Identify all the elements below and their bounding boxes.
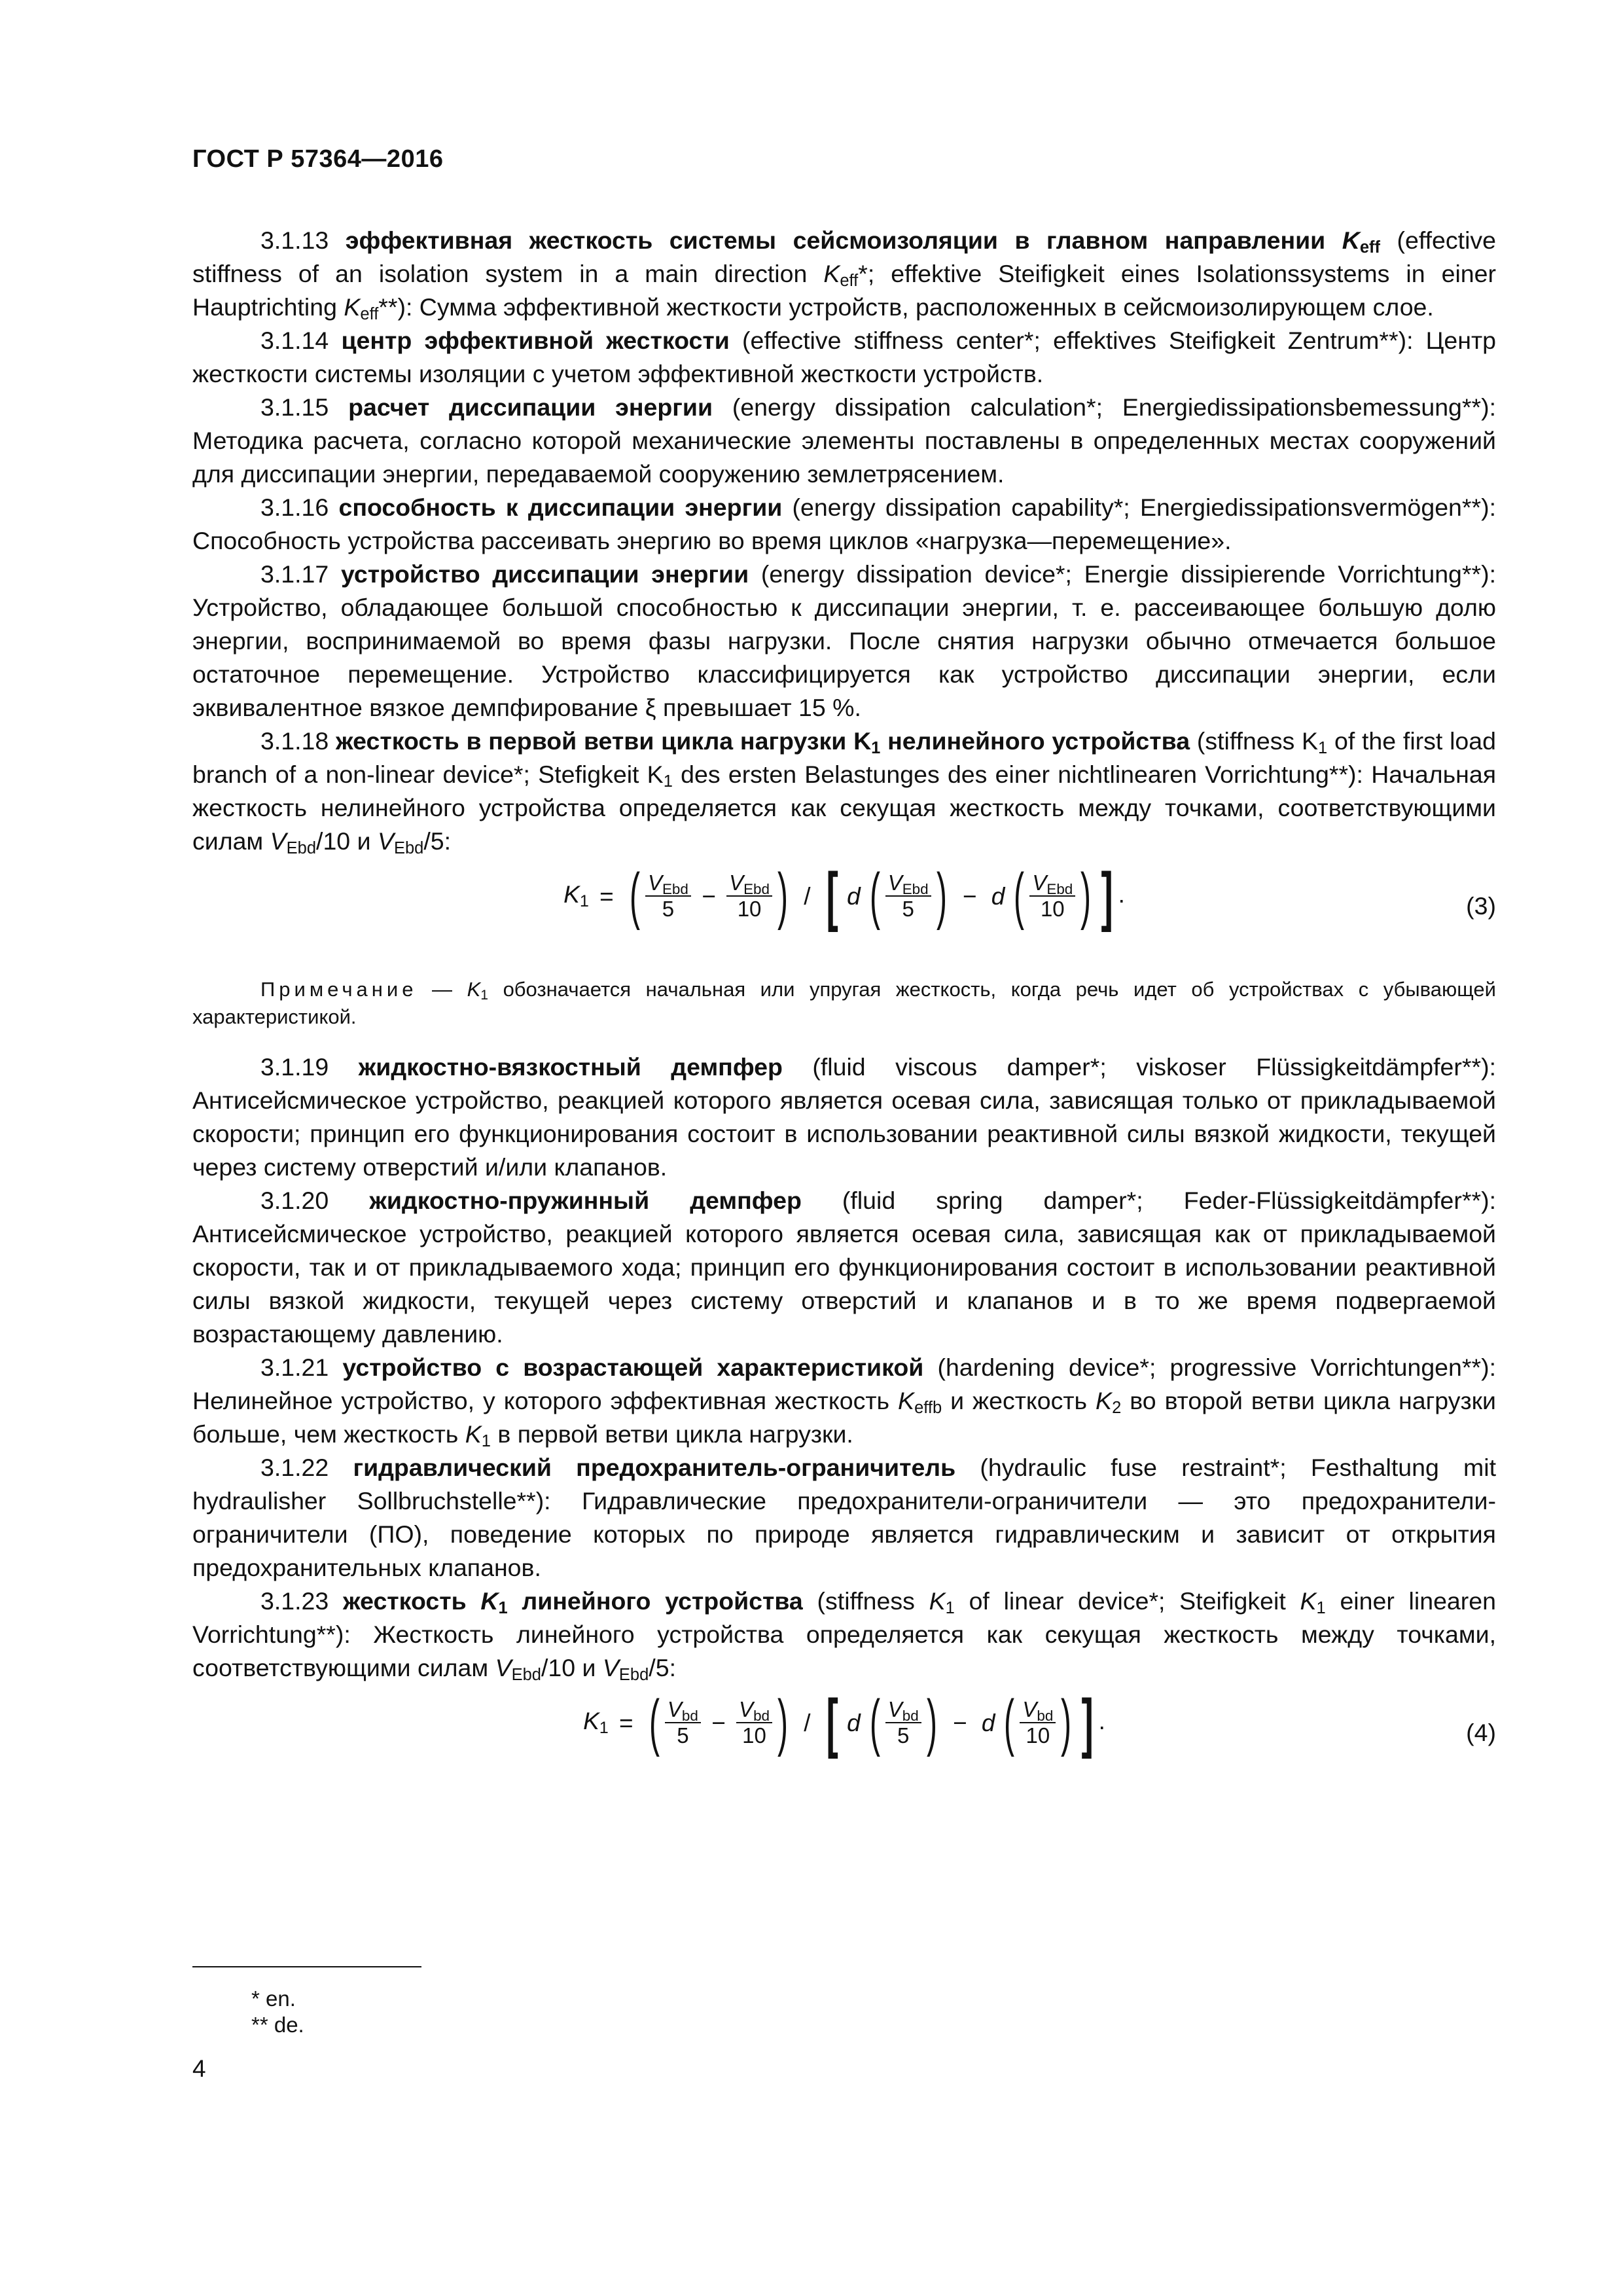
formula-number-4: (4) bbox=[1466, 1719, 1496, 1746]
term-3-1-21: 3.1.21 устройство с возрастающей характеристикой (hardening device*; progressive Vorrichtungen**): Нелинейное устройство, у которого эффективная жесткость $K_{effb}$ и жесткость $K_2$ во второй ветви цикла нагрузки больше, чем жесткость $K_1$ в первой ветви цикла нагрузки. bbox=[192, 1354, 1496, 1451]
term-3-1-15: 3.1.15 расчет диссипации энергии (energy dissipation calculation*; Energiedissipationsbemessung**): Методика расчета, согласно которой механические элементы поставлены в определенных местах сооружений для диссипации энергии, передаваемой сооружению землетрясением. bbox=[192, 393, 1496, 488]
term-3-1-23: 3.1.23 жесткость $K_1$ линейного устройства (stiffness $K_1$ of linear device*; Steifigkeit $K_1$ einer linearen Vorrichtung**): Жесткость линейного устройства определяется как секущая жесткость между точками, соответствующими силам $V_{Ebd}/10$ и $V_{Ebd}/5$: bbox=[192, 1587, 1496, 1685]
footnote-de: ** de. bbox=[251, 2013, 304, 2037]
formula-number-3: (3) bbox=[1466, 892, 1496, 920]
term-3-1-13: 3.1.13 эффективная жесткость системы сейсмоизоляции в главном направлении $K_{eff}$ (effective stiffness of an isolation system in a main direction $K_{eff}*$; effektive Steifigkeit eines Isolationssystems in einer Hauptrichting $K_{eff}**$): Сумма эффективной жесткости устройств, расположенных в сейсмоизолирующем слое. bbox=[192, 226, 1497, 324]
term-3-1-14: 3.1.14 центр эффективной жесткости (effective stiffness center*; effektives Steifigkeit Zentrum**): Центр жесткости системы изоляции с учетом эффективной жесткости устройств. bbox=[192, 327, 1497, 387]
term-3-1-22: 3.1.22 гидравлический предохранитель-ограничитель (hydraulic fuse restraint*; Festhaltung mit hydraulisher Sollbruchstelle**): Гидравлические предохранители-ограничители — это предохранители-ограничители (ПО), поведение которых по природе является гидравлическим и зависит от открытия предохранительных клапанов. bbox=[192, 1454, 1496, 1581]
document-code: ГОСТ Р 57364—2016 bbox=[192, 145, 444, 173]
term-3-1-20: 3.1.20 жидкостно-пружинный демпфер (fluid spring damper*; Feder-Flüssigkeitdämpfer**): Антисейсмическое устройство, реакцией которого является осевая сила, зависящая как от прикладываемой скорости, так и от прикладываемого хода; принцип его функционирования состоит в использовании реактивной силы вязкой жидкости, текущей через систему отверстий и клапанов и в то же время подвергаемой возрастающему давлению. bbox=[192, 1187, 1496, 1348]
term-3-1-19: 3.1.19 жидкостно-вязкостный демпфер (fluid viscous damper*; viskoser Flüssigkeitdämpfer**): Антисейсмическое устройство, реакцией которого является осевая сила, зависящая только от прикладываемой скорости; принцип его функционирования состоит в использовании реактивной силы вязкой жидкости, текущей через систему отверстий и/или клапанов. bbox=[192, 1053, 1496, 1181]
document-body bbox=[192, 224, 1496, 1783]
term-3-1-16: 3.1.16 способность к диссипации энергии (energy dissipation capability*; Energiedissipationsvermögen**): Способность устройства рассеивать энергию во время циклов «нагрузка—перемещение». bbox=[192, 493, 1496, 554]
formula-3: $K_1$ = ( $\frac{V_{Ebd}}{5}$ − $\frac{V_{Ebd}}{10}$ ) / [ d ( $\frac{V_{Ebd}}{5}$ ) − d ( $\frac{V_{Ebd}}{10}$ ) ] . (3) bbox=[563, 859, 1496, 933]
page-number: 4 bbox=[192, 2055, 206, 2082]
note: Примечание — $K_1$ обозначается начальная или упругая жесткость, когда речь идет об устройствах с убывающей характеристикой. bbox=[192, 978, 1496, 1028]
formula-4: $K_1$ = ( $\frac{V_{bd}}{5}$ − $\frac{V_{bd}}{10}$ ) / [ d ( $\frac{V_{bd}}{5}$ ) − d ( $\frac{V_{bd}}{10}$ ) ] . (4) bbox=[583, 1686, 1496, 1759]
term-3-1-18: 3.1.18 жесткость в первой ветви цикла нагрузки $K_1$ нелинейного устройства (stiffness $K_1$ of the first load branch of a non-linear device*; Stefigkeit $K_1$ des ersten Belastunges des einer nichtlinearen Vorrichtung**): Начальная жесткость нелинейного устройства определяется как секущая жесткость между точками, соответствующими силам $V_{Ebd}/10$ и $V_{Ebd}/5$: bbox=[192, 727, 1496, 858]
term-3-1-17: 3.1.17 устройство диссипации энергии (energy dissipation device*; Energie dissipierende Vorrichtung**): Устройство, обладающее большой способностью к диссипации энергии, т. е. рассеивающее большую долю энергии, воспринимаемой во время фазы нагрузки. После снятия нагрузки обычно отмечается большое остаточное перемещение. Устройство классифицируется как устройство диссипации энергии, если эквивалентное вязкое демпфирование ξ превышает 15 %. bbox=[192, 560, 1497, 721]
footnote-rule bbox=[192, 1966, 421, 1967]
footnotes bbox=[192, 1966, 421, 2038]
footnote-en: * en. bbox=[251, 1986, 296, 2011]
